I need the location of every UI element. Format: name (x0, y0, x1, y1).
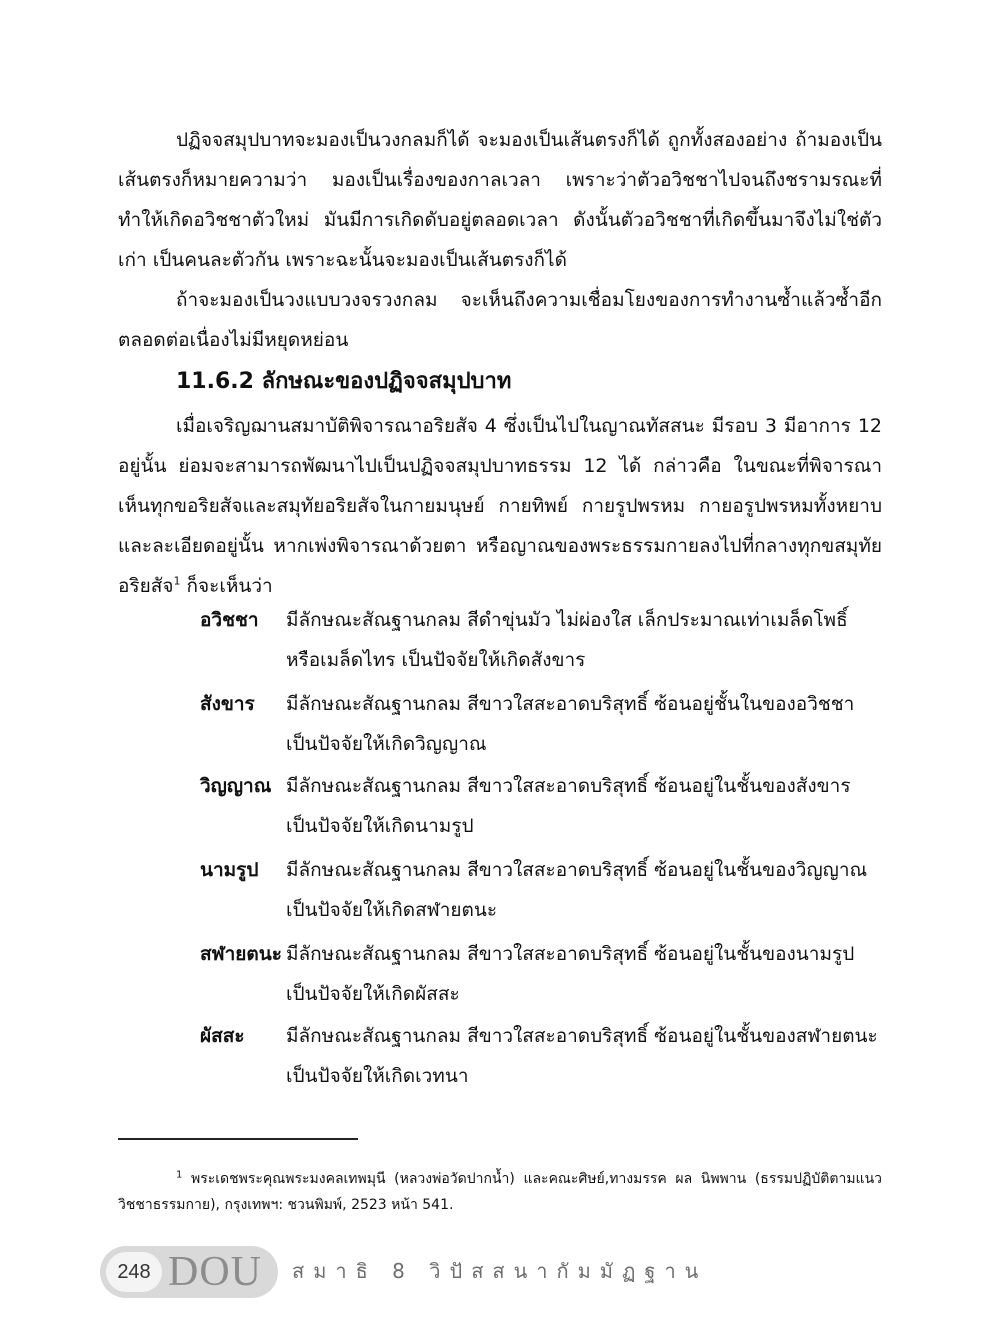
term-description: มีลักษณะสัณฐานกลม สีขาวใสสะอาดบริสุทธิ์ ซ้อนอยู่ในชั้นของนามรูป เป็นปัจจัยให้เกิดผัสสะ (286, 943, 855, 1005)
book-title: สมาธิ 8 วิปัสสนากัมมัฏฐาน (292, 1259, 708, 1283)
dou-logo: DOU (168, 1249, 262, 1295)
page-number: 248 (106, 1252, 162, 1292)
term-description: มีลักษณะสัณฐานกลม สีขาวใสสะอาดบริสุทธิ์ ซ้อนอยู่ในชั้นของสฬายตนะ เป็นปัจจัยให้เกิดเวทนา (286, 1025, 878, 1087)
term-name: อวิชชา (200, 609, 259, 631)
footnote-divider (118, 1138, 358, 1140)
footer-badge (100, 1246, 278, 1298)
paragraph-3: เมื่อเจริญฌานสมาบัติพิจารณาอริยสัจ 4 ซึ่งเป็นไปในญาณทัสสนะ มีรอบ 3 มีอาการ 12 อยู่นั้น ย่อมจะสามารถพัฒนาไปเป็นปฏิจจสมุปบาทธรรม 12 ได้ กล่าวคือ ในขณะที่พิจารณาเห็นทุกขอริยสัจและสมุทัยอริยสัจในกายมนุษย์ กายทิพย์ กายรูปพรหม กายอรูปพรหมทั้งหยาบและละเอียดอยู่นั้น หากเพ่งพิจารณาด้วยตา หรือญาณของพระธรรมกายลงไปที่กลางทุกขสมุทัยอริยสัจ$^1$ ก็จะเห็นว่า (118, 415, 882, 597)
paragraph-2: ถ้าจะมองเป็นวงแบบวงจรวงกลม จะเห็นถึงความเชื่อมโยงของการทำงานซ้ำแล้วซ้ำอีกตลอดต่อเนื่องไม่มีหยุดหย่อน (118, 289, 882, 351)
term-name: นามรูป (200, 859, 259, 881)
term-description: มีลักษณะสัณฐานกลม สีขาวใสสะอาดบริสุทธิ์ ซ้อนอยู่ในชั้นของวิญญาณ เป็นปัจจัยให้เกิดสฬายตนะ (286, 859, 868, 921)
term-description: มีลักษณะสัณฐานกลม สีขาวใสสะอาดบริสุทธิ์ ซ้อนอยู่ชั้นในของอวิชชา เป็นปัจจัยให้เกิดวิญญาณ (286, 693, 855, 755)
paragraph-1: ปฏิจจสมุปบาทจะมองเป็นวงกลมก็ได้ จะมองเป็นเส้นตรงก็ได้ ถูกทั้งสองอย่าง ถ้ามองเป็นเส้นตรงก็หมายความว่า มองเป็นเรื่องของกาลเวลา เพราะว่าตัวอวิชชาไปจนถึงชรามรณะที่ทำให้เกิดอวิชชาตัวใหม่ มันมีการเกิดดับอยู่ตลอดเวลา ดังนั้นตัวอวิชชาที่เกิดขึ้นมาจึงไม่ใช่ตัวเก่า เป็นคนละตัวกัน เพราะฉะนั้นจะมองเป็นเส้นตรงก็ได้ (118, 129, 882, 271)
term-description: มีลักษณะสัณฐานกลม สีขาวใสสะอาดบริสุทธิ์ ซ้อนอยู่ในชั้นของสังขาร เป็นปัจจัยให้เกิดนามรูป (286, 775, 851, 837)
term-name: วิญญาณ (200, 775, 272, 797)
term-name: ผัสสะ (200, 1025, 245, 1047)
term-name: สฬายตนะ (200, 943, 282, 965)
footnote: $^1$ พระเดชพระคุณพระมงคลเทพมุนี (หลวงพ่อวัดปากน้ำ) และคณะศิษย์,ทางมรรค ผล นิพพาน (ธรรมปฏิบัติตามแนววิชชาธรรมกาย), กรุงเทพฯ: ชวนพิมพ์, 2523 หน้า 541. (118, 1169, 882, 1213)
term-name: สังขาร (200, 693, 255, 715)
term-description: มีลักษณะสัณฐานกลม สีดำขุ่นมัว ไม่ผ่องใส เล็กประมาณเท่าเมล็ดโพธิ์ หรือเมล็ดไทร เป็นปัจจัยให้เกิดสังขาร (286, 609, 848, 671)
footnote-reference[interactable]: 1 (173, 574, 181, 588)
section-heading: 11.6.2 ลักษณะของปฏิจจสมุปบาท (176, 369, 512, 394)
footnote-mark: 1 (176, 1169, 183, 1181)
